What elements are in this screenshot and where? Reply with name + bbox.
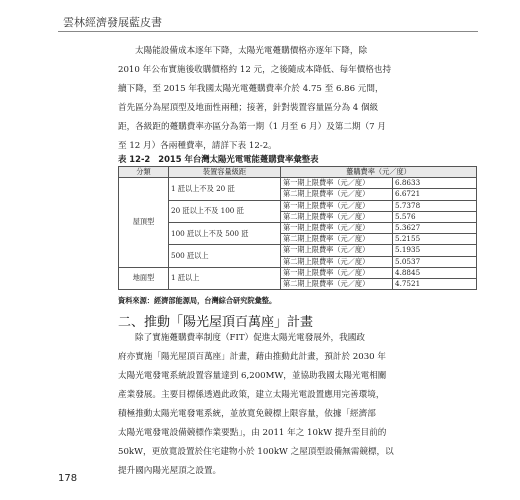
period-label: 第二期上限費率（元／度） — [281, 278, 393, 289]
table-row — [119, 245, 477, 256]
period-label: 第一期上限費率（元／度） — [281, 222, 393, 233]
rate-value: 5.576 — [393, 211, 477, 222]
capacity-cell: 1 瓩以上 — [169, 267, 281, 289]
header-category: 分類 — [119, 167, 169, 178]
period-label: 第一期上限費率（元／度） — [281, 178, 393, 189]
rate-value: 5.1935 — [393, 245, 477, 256]
capacity-cell: 100 瓩以上不及 500 瓩 — [169, 222, 281, 244]
capacity-cell: 20 瓩以上不及 100 瓩 — [169, 200, 281, 222]
section-heading: 二、推動「陽光屋頂百萬座」計畫 — [118, 315, 314, 330]
text-line: 積極推動太陽光電發電系統，並放寬免競標上限容量，依據「經濟部 — [118, 409, 376, 419]
rate-value: 4.8845 — [393, 267, 477, 278]
table-row — [119, 178, 477, 189]
rate-value: 5.3627 — [393, 222, 477, 233]
text-line: 首先區分為屋頂型及地面性兩種；接著，針對裝置容量區分為 4 個級 — [118, 103, 379, 113]
period-label: 第一期上限費率（元／度） — [281, 267, 393, 278]
period-label: 第二期上限費率（元／度） — [281, 256, 393, 267]
table-row — [119, 222, 477, 233]
period-label: 第二期上限費率（元／度） — [281, 211, 393, 222]
header-rate: 躉購費率（元／度） — [281, 167, 477, 178]
category-cell: 屋頂型 — [119, 178, 169, 268]
text-line: 50kW，更放寬設置於住宅建物小於 100kW 之屋頂型設備無需競標，以 — [118, 447, 394, 457]
text-line: 太陽能設備成本逐年下降，太陽光電躉購價格亦逐年下降，除 — [135, 46, 368, 56]
paragraph-1 — [118, 42, 478, 156]
text-line: 除了實施躉購費率制度（FIT）促進太陽光電發展外，我國政 — [135, 333, 365, 343]
capacity-cell: 1 瓩以上不及 20 瓩 — [169, 178, 281, 200]
rate-value: 6.6721 — [393, 189, 477, 200]
text-line: 太陽光電發電設備競標作業要點」，由 2011 年之 10kW 提升至目前的 — [118, 428, 387, 438]
running-title: 雲林經濟發展藍皮書 — [63, 16, 162, 29]
header-capacity: 裝置容量級距 — [169, 167, 281, 178]
table-header-row — [119, 167, 477, 178]
text-line: 距，各級距的躉購費率亦區分為第一期（1 月至 6 月）及第二期（7 月 — [118, 122, 386, 132]
text-line: 府亦實施「陽光屋頂百萬座」計畫，藉由推動此計畫，預計於 2030 年 — [118, 352, 386, 362]
period-label: 第一期上限費率（元／度） — [281, 200, 393, 211]
text-line: 提升國內陽光屋頂之設置。 — [118, 466, 222, 476]
table-number: 表 12-2 — [118, 154, 151, 164]
text-line: 產業發展。主要目標係透過此政策，建立太陽光電設置應用完善環境， — [118, 390, 385, 400]
period-label: 第二期上限費率（元／度） — [281, 189, 393, 200]
text-line: 2010 年公布實施後收購價格約 12 元，之後隨成本降低、每年價格也持 — [118, 65, 392, 75]
page-number: 178 — [58, 473, 78, 484]
fit-rate-table — [118, 166, 477, 290]
rate-value: 5.2155 — [393, 234, 477, 245]
table-row — [119, 200, 477, 211]
period-label: 第一期上限費率（元／度） — [281, 245, 393, 256]
text-line: 續下降，至 2015 年我國太陽光電躉購費率介於 4.75 至 6.86 元間， — [118, 84, 384, 94]
table-row — [119, 267, 477, 278]
text-line: 至 12 月）各兩種費率，請詳下表 12-2。 — [118, 141, 277, 151]
rate-value: 5.0537 — [393, 256, 477, 267]
header-rule — [58, 31, 478, 32]
paragraph-2 — [118, 329, 478, 481]
text-line: 太陽光電發電系統設置容量達到 6,200MW，並協助我國太陽光電相關 — [118, 371, 387, 381]
period-label: 第二期上限費率（元／度） — [281, 234, 393, 245]
table-caption — [118, 153, 326, 165]
table-source: 資料來源：經濟部能源局，台灣綜合研究院彙整。 — [118, 296, 277, 305]
rate-value: 4.7521 — [393, 278, 477, 289]
category-cell: 地面型 — [119, 267, 169, 289]
rate-value: 6.8633 — [393, 178, 477, 189]
table-title: 2015 年台灣太陽光電電能躉購費率彙整表 — [158, 154, 319, 164]
capacity-cell: 500 瓩以上 — [169, 245, 281, 267]
rate-value: 5.7378 — [393, 200, 477, 211]
